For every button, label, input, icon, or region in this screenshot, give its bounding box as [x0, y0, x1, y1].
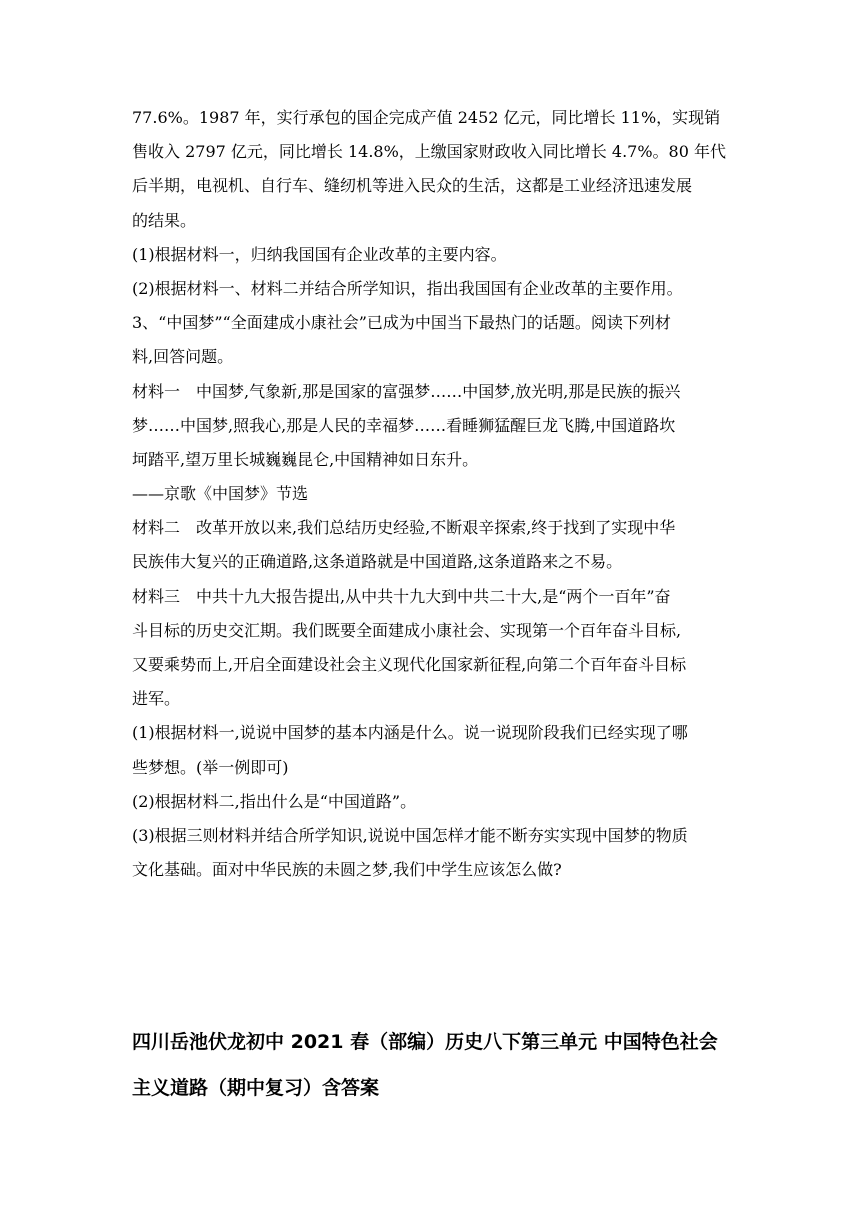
question-2: (2)根据材料一、材料二并结合所学知识，指出我国国有企业改革的主要作用。	[132, 278, 683, 298]
material-3-label: 材料三	[132, 586, 181, 606]
material-1-line	[132, 375, 732, 409]
question-1: (1)根据材料一，归纳我国国有企业改革的主要内容。	[132, 244, 507, 264]
material-2-line: 民族伟大复兴的正确道路,这条道路就是中国道路,这条道路来之不易。	[132, 552, 623, 572]
body-line: 77.6%。1987 年，实行承包的国企完成产值 2452 亿元，同比增长 11%，实现销	[132, 108, 721, 127]
title-line: 四川岳池伏龙初中 2021 春（部编）历史八下第三单元 中国特色社会	[132, 1031, 718, 1053]
material-1-source: ——京歌《中国梦》节选	[132, 484, 309, 504]
material-1-label: 材料一	[132, 381, 181, 401]
material-3-text: 中共十九大报告提出,从中共十九大到中共二十大,是“两个一百年”奋	[196, 586, 671, 606]
material-1-line: 梦……中国梦,照我心,那是人民的幸福梦……看睡狮猛醒巨龙飞腾,中国道路坎	[132, 415, 676, 435]
question-3-intro: 3、“中国梦”“全面建成小康社会”已成为中国当下最热门的话题。阅读下列材	[132, 313, 671, 333]
document-body	[132, 101, 732, 887]
sub-question-line: (1)根据材料一,说说中国梦的基本内涵是什么。说一说现阶段我们已经实现了哪	[132, 723, 688, 743]
body-line: 后半期，电视机、自行车、缝纫机等进入民众的生活，这都是工业经济迅速发展	[132, 176, 693, 196]
material-1-text: 中国梦,气象新,那是国家的富强梦……中国梦,放光明,那是民族的振兴	[196, 381, 681, 401]
question-3-intro: 料,回答问题。	[132, 347, 234, 367]
material-2-text: 改革开放以来,我们总结历史经验,不断艰辛探索,终于找到了实现中华	[196, 518, 676, 538]
sub-question-line: (3)根据三则材料并结合所学知识,说说中国怎样才能不断夯实实现中国梦的物质	[132, 825, 688, 845]
sub-question-line: (2)根据材料二,指出什么是“中国道路”。	[132, 791, 417, 811]
title-line: 主义道路（期中复习）含答案	[132, 1077, 380, 1099]
material-2-line	[132, 511, 732, 545]
material-3-line: 又要乘势而上,开启全面建设社会主义现代化国家新征程,向第二个百年奋斗目标	[132, 655, 687, 674]
material-3-line: 进军。	[132, 689, 181, 709]
sub-question-line: 文化基础。面对中华民族的未圆之梦,我们中学生应该怎么做?	[132, 860, 562, 880]
material-1-line: 坷踏平,望万里长城巍巍昆仑,中国精神如日东升。	[132, 449, 479, 469]
document-title	[132, 1019, 742, 1111]
material-3-line: 斗目标的历史交汇期。我们既要全面建成小康社会、实现第一个百年奋斗目标,	[132, 620, 682, 640]
body-line: 的结果。	[132, 210, 197, 230]
material-3-line	[132, 580, 732, 614]
material-2-label: 材料二	[132, 518, 181, 538]
body-line: 售收入 2797 亿元，同比增长 14.8%，上缴国家财政收入同比增长 4.7%。80 年代	[132, 142, 726, 162]
sub-question-line: 些梦想。(举一例即可)	[132, 757, 289, 777]
